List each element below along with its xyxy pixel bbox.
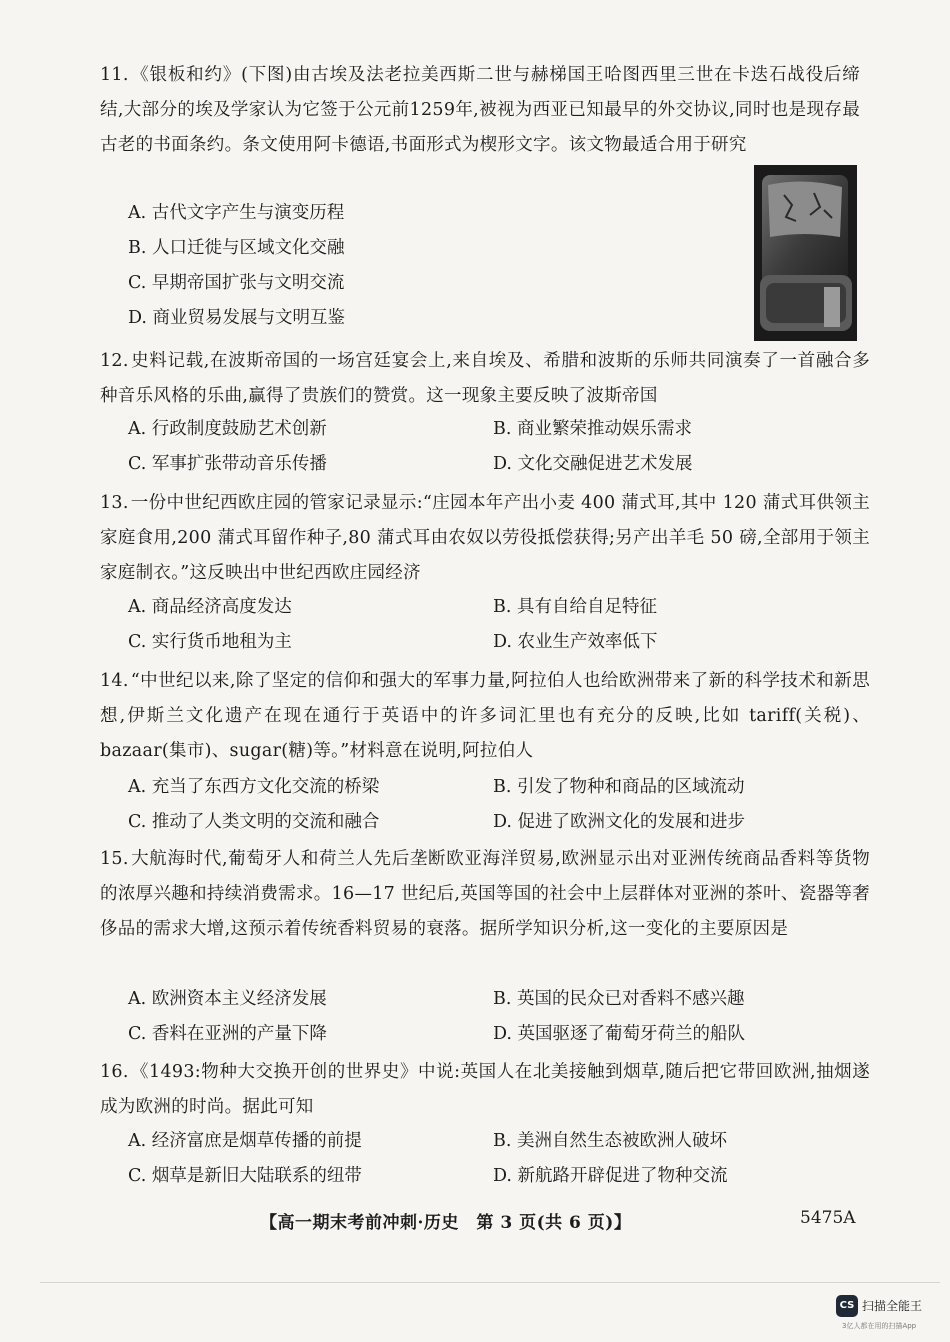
- q12-option-c[interactable]: C. 军事扩张带动音乐传播: [128, 454, 327, 474]
- q13-option-d[interactable]: D. 农业生产效率低下: [493, 632, 658, 652]
- question-13-stem: 13. 一份中世纪西欧庄园的管家记录显示:“庄园本年产出小麦 400 蒲式耳,其中 120 蒲式耳供领主家庭食用,200 蒲式耳留作种子,80 蒲式耳由农奴以劳役抵偿获得;另产出羊毛 50 磅,全部用于领主家庭制衣。”这反映出中世纪西欧庄园经济: [100, 493, 870, 583]
- q11-option-c[interactable]: C. 早期帝国扩张与文明交流: [128, 273, 345, 293]
- q15-option-a[interactable]: A. 欧洲资本主义经济发展: [128, 989, 327, 1009]
- camscanner-logo-icon: CS: [836, 1295, 858, 1317]
- q14-option-d[interactable]: D. 促进了欧洲文化的发展和进步: [493, 812, 746, 832]
- watermark-brand: 扫描全能王: [862, 1299, 923, 1313]
- footer-title: 【高一期末考前冲刺·历史 第 3 页(共 6 页)】: [260, 1213, 632, 1233]
- scan-divider: [40, 1282, 940, 1283]
- question-11-stem: 11. 《银板和约》(下图)由古埃及法老拉美西斯二世与赫梯国王哈图西里三世在卡迭石战役后缔结,大部分的埃及学家认为它签于公元前1259年,被视为西亚已知最早的外交协议,同时也是现存最古老的书面条约。条文使用阿卡德语,书面形式为楔形文字。该文物最适合用于研究: [100, 65, 860, 155]
- silver-tablet-treaty-photo: [754, 165, 857, 341]
- q13-option-b[interactable]: B. 具有自给自足特征: [493, 597, 657, 617]
- q12-option-b[interactable]: B. 商业繁荣推动娱乐需求: [493, 419, 692, 439]
- camscanner-watermark: [836, 1295, 946, 1335]
- q16-option-b[interactable]: B. 美洲自然生态被欧洲人破坏: [493, 1131, 727, 1151]
- q11-option-d[interactable]: D. 商业贸易发展与文明互鉴: [128, 308, 346, 328]
- q13-option-a[interactable]: A. 商品经济高度发达: [128, 597, 292, 617]
- question-15: [100, 842, 870, 947]
- q14-option-a[interactable]: A. 充当了东西方文化交流的桥梁: [128, 777, 380, 797]
- question-14-stem: 14. “中世纪以来,除了坚定的信仰和强大的军事力量,阿拉伯人也给欧洲带来了新的科学技术和新思想,伊斯兰文化遗产在现在通行于英语中的许多词汇里也有充分的反映,比如 tariff(关税)、bazaar(集市)、sugar(糖)等。”材料意在说明,阿拉伯人: [100, 671, 870, 761]
- q15-option-c[interactable]: C. 香料在亚洲的产量下降: [128, 1024, 327, 1044]
- q15-option-b[interactable]: B. 英国的民众已对香料不感兴趣: [493, 989, 745, 1009]
- question-13: [100, 486, 870, 591]
- question-16-stem: 16. 《1493:物种大交换开创的世界史》中说:英国人在北美接触到烟草,随后把它带回欧洲,抽烟遂成为欧洲的时尚。据此可知: [100, 1062, 870, 1117]
- footer-paper-code: 5475A: [800, 1208, 856, 1228]
- q16-option-c[interactable]: C. 烟草是新旧大陆联系的纽带: [128, 1166, 362, 1186]
- q14-option-c[interactable]: C. 推动了人类文明的交流和融合: [128, 812, 380, 832]
- page-footer: [0, 1208, 950, 1238]
- q14-option-b[interactable]: B. 引发了物种和商品的区域流动: [493, 777, 745, 797]
- question-11: [100, 58, 860, 163]
- q15-option-d[interactable]: D. 英国驱逐了葡萄牙荷兰的船队: [493, 1024, 746, 1044]
- question-15-stem: 15. 大航海时代,葡萄牙人和荷兰人先后垄断欧亚海洋贸易,欧洲显示出对亚洲传统商品香料等货物的浓厚兴趣和持续消费需求。16—17 世纪后,英国等国的社会中上层群体对亚洲的茶叶、瓷器等奢侈品的需求大增,这预示着传统香料贸易的衰落。据所学知识分析,这一变化的主要原因是: [100, 849, 870, 939]
- watermark-slogan: 3亿人都在用的扫描App: [842, 1322, 917, 1330]
- question-14: [100, 664, 870, 769]
- q11-option-a[interactable]: A. 古代文字产生与演变历程: [128, 203, 345, 223]
- q12-option-d[interactable]: D. 文化交融促进艺术发展: [493, 454, 693, 474]
- q12-option-a[interactable]: A. 行政制度鼓励艺术创新: [128, 419, 327, 439]
- q13-option-c[interactable]: C. 实行货币地租为主: [128, 632, 292, 652]
- q16-option-a[interactable]: A. 经济富庶是烟草传播的前提: [128, 1131, 362, 1151]
- q11-option-b[interactable]: B. 人口迁徙与区域文化交融: [128, 238, 345, 258]
- question-16: [100, 1055, 870, 1125]
- question-12-stem: 12. 史料记载,在波斯帝国的一场宫廷宴会上,来自埃及、希腊和波斯的乐师共同演奏了一首融合多种音乐风格的乐曲,赢得了贵族们的赞赏。这一现象主要反映了波斯帝国: [100, 351, 870, 406]
- question-12: [100, 344, 870, 414]
- q16-option-d[interactable]: D. 新航路开辟促进了物种交流: [493, 1166, 728, 1186]
